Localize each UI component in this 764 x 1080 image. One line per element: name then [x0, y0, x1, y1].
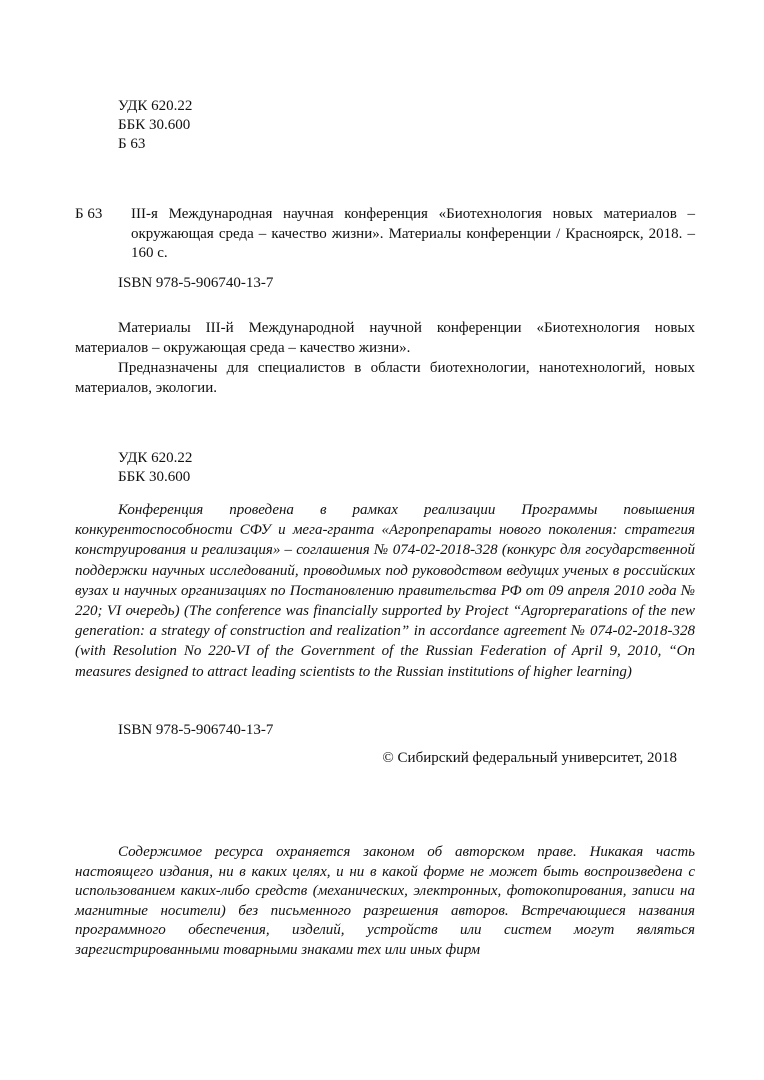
bbk-code: ББК 30.600 — [118, 117, 191, 133]
annotation — [75, 318, 695, 398]
annotation-paragraph: Материалы III-й Международной научной конференции «Биотехнология новых материалов – окружающая среда – качество жизни». — [75, 320, 695, 356]
udk-code: УДК 620.22 — [118, 450, 193, 466]
author-mark: Б 63 — [118, 136, 146, 152]
bbk-code: ББК 30.600 — [118, 469, 191, 485]
isbn-line: ISBN 978-5-906740-13-7 — [118, 275, 274, 291]
isbn-line: ISBN 978-5-906740-13-7 — [118, 722, 274, 738]
udk-code: УДК 620.22 — [118, 98, 193, 114]
copyright-line: © Сибирский федеральный университет, 2018 — [382, 750, 677, 766]
classification-codes-top — [118, 97, 192, 154]
rights-notice: Содержимое ресурса охраняется законом об авторском праве. Никакая часть настоящего издания, ни в каких целях, и ни в какой форме не может быть воспроизведена с использованием каких-либо средств (механических, электронных, фотокопирования, записи на магнитные носители) без письменного разрешения авторов. Встречающиеся названия программного обеспечения, изделий, устройств или систем могут являться зарегистрированными товарными знаками тех или иных фирм — [75, 844, 695, 958]
bibliographic-description: III-я Международная научная конференция «Биотехнология новых материалов – окружающая среда – качество жизни». Материалы конференции / Красноярск, 2018. – 160 с. — [131, 206, 695, 261]
funding-note: Конференция проведена в рамках реализации Программы повышения конкурентоспособности СФУ и мега-гранта «Агропрепараты нового поколения: стратегия конструирования и реализация» – соглашения № 074-02-2018-328 (конкурс для государственной поддержки научных исследований, проводимых под руководством ведущих ученых в российских вузах и научных организациях по Постановлению правительства РФ от 09 апреля 2010 года № 220; VI очередь) (The conference was financially supported by Project “Agropreparations of the new generation: a strategy of construction and realization” in accordance agreement № 074-02-2018-328 (with Resolution No 220-VI of the Government of the Russian Federation of April 9, 2010, “On measures designed to attract leading scientists to the Russian institutions of higher learning) — [75, 502, 695, 680]
bibliographic-entry — [75, 205, 695, 264]
classification-codes-middle — [118, 449, 192, 487]
entry-author-mark: Б 63 — [75, 206, 103, 222]
annotation-paragraph: Предназначены для специалистов в области биотехнологии, нанотехнологий, новых материалов, экологии. — [75, 360, 695, 396]
